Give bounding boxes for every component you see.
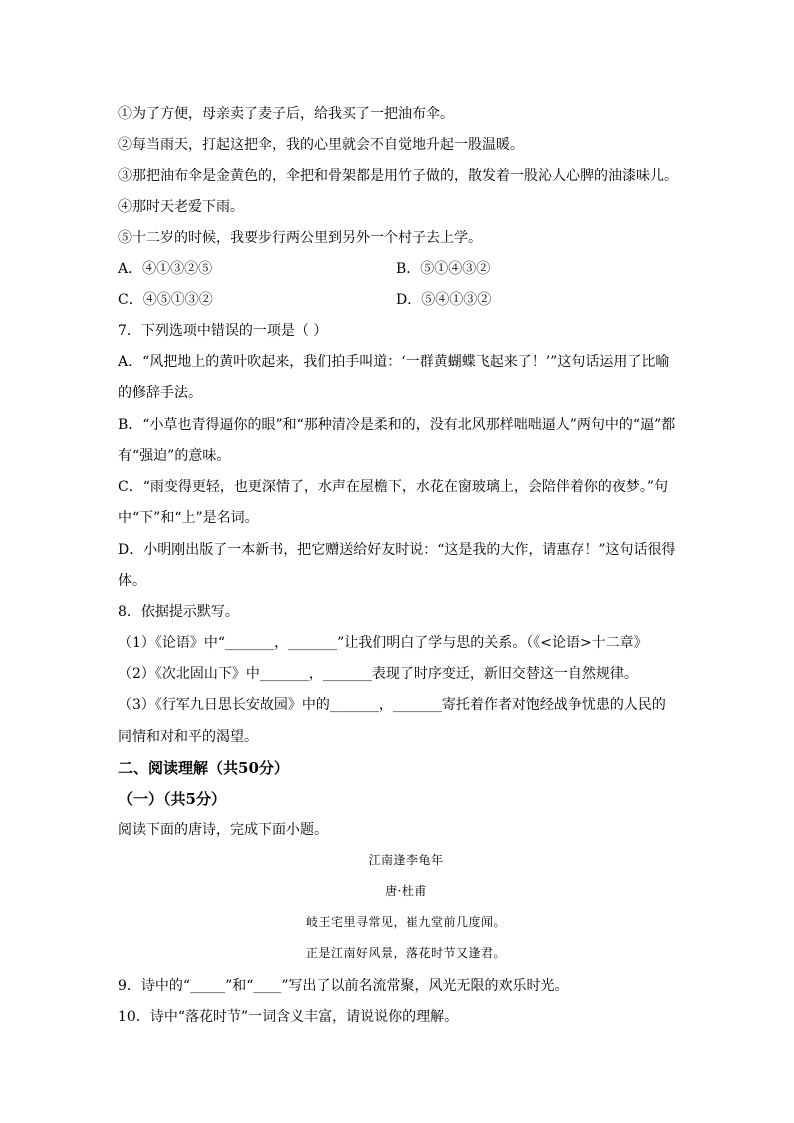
q7-line: 有“强迫”的意味。 — [118, 448, 231, 464]
section-title: 二、阅读理解（共50分） — [118, 759, 289, 777]
poem-line-1: 岐王宅里寻常见，崔九堂前几度闻。 — [305, 915, 506, 929]
q6-option-c: C．④⑤①③② — [118, 292, 213, 308]
q8-item-3: （3）《行军九日思长安故园》中的_______，_______寄托着作者对饱经战争忧患的人民的 — [118, 697, 666, 713]
q10-text: 10．诗中“落花时节”一词含义丰富，请说说你的理解。 — [118, 1009, 459, 1025]
q6-sentence-1: ①为了方便，母亲卖了麦子后，给我买了一把油布伞。 — [118, 106, 454, 122]
q6-option-d: D．⑤④①③② — [396, 292, 492, 308]
q6-sentence-3: ③那把油布伞是金黄色的，伞把和骨架都是用竹子做的，散发着一股沁人心脾的油漆味儿。 — [118, 168, 678, 184]
q8-item-1: （1）《论语》中“_______，_______”让我们明白了学与思的关系。（《<论语>十二章》 — [118, 635, 648, 651]
q6-sentence-4: ④那时天老爱下雨。 — [118, 199, 244, 215]
q6-option-b: B．⑤①④③② — [396, 261, 491, 277]
q7-line: 体。 — [118, 573, 146, 589]
q7-stem: 7．下列选项中错误的一项是（ ） — [118, 323, 328, 339]
q9-text: 9．诗中的“_____”和“____”写出了以前名流常聚，风光无限的欢乐时光。 — [118, 978, 569, 994]
q6-sentence-5: ⑤十二岁的时候，我要步行两公里到另外一个村子去上学。 — [118, 230, 482, 246]
poem-author: 唐·杜甫 — [385, 884, 427, 898]
q7-line: B．“小草也青得逼你的眼”和“那种清冷是柔和的，没有北风那样咄咄逼人”两句中的“逼”都 — [118, 417, 676, 433]
q7-line: 中“下”和“上”是名词。 — [118, 510, 259, 526]
q7-line: D．小明刚出版了一本新书，把它赠送给好友时说：“这是我的大作，请惠存！”这句话很得 — [118, 542, 676, 558]
subsection-title: （一）（共5分） — [118, 790, 226, 808]
q7-line: 的修辞手法。 — [118, 385, 202, 401]
q8-item-2: （2）《次北固山下》中_______，_______表现了时序变迁，新旧交替这一自然规律。 — [118, 666, 638, 682]
q6-option-a: A．④①③②⑤ — [118, 261, 213, 277]
q8-item-3-cont: 同情和对和平的渴望。 — [118, 729, 258, 745]
reading-intro: 阅读下面的唐诗，完成下面小题。 — [118, 822, 328, 838]
q7-line: C．“雨变得更轻，也更深情了，水声在屋檐下，水花在窗玻璃上，会陪伴着你的夜梦。”句 — [118, 479, 669, 495]
q8-stem: 8．依据提示默写。 — [118, 604, 239, 620]
q6-sentence-2: ②每当雨天，打起这把伞，我的心里就会不自觉地升起一股温暖。 — [118, 137, 524, 153]
poem-line-2: 正是江南好风景，落花时节又逢君。 — [305, 946, 506, 960]
poem-title: 江南逢李龟年 — [368, 853, 444, 867]
q7-line: A．“风把地上的黄叶吹起来，我们拍手叫道：‘一群黄蝴蝶飞起来了！’”这句话运用了比喻 — [118, 354, 670, 370]
